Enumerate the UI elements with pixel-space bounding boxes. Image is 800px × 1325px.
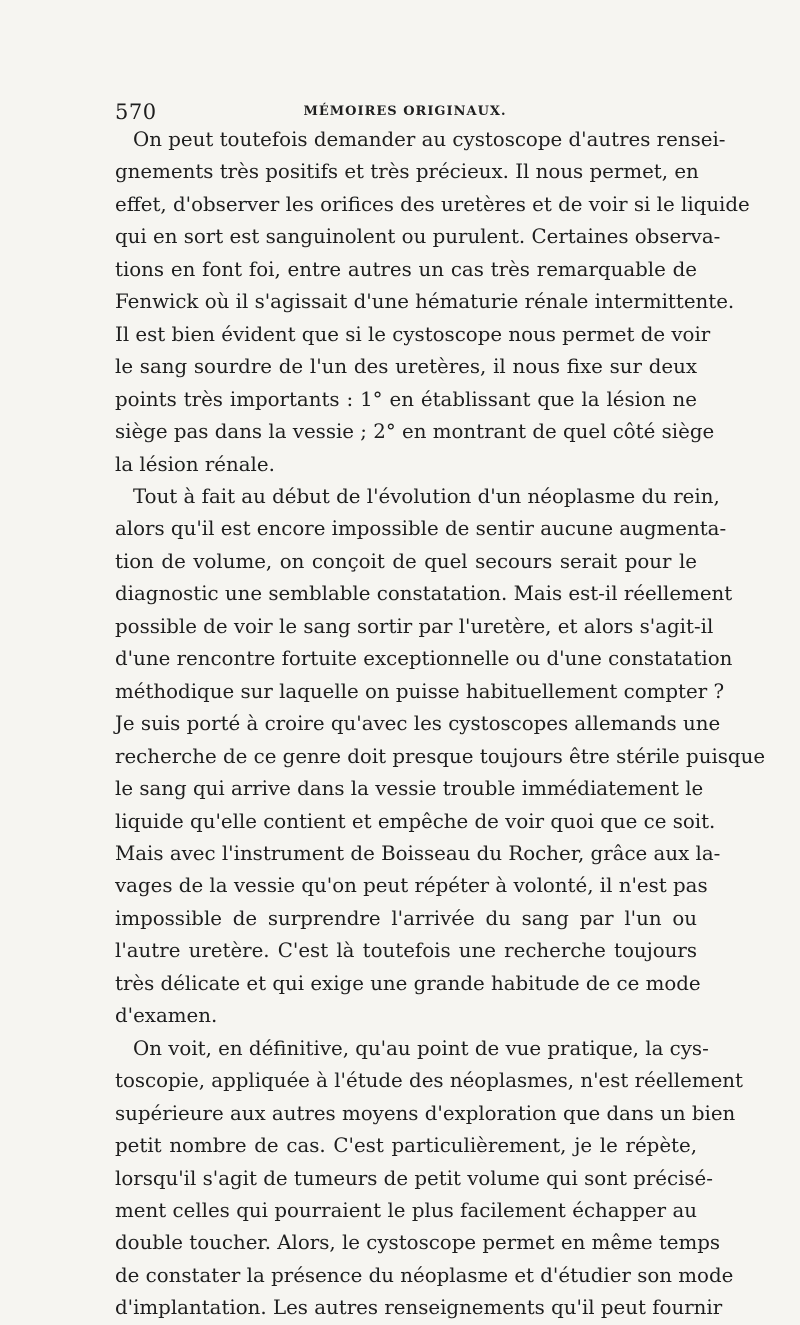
text-line: méthodique sur laquelle on puisse habituellement compter ? [115,679,725,703]
text-line: ment celles qui pourraient le plus facilement échapper au [115,1198,697,1222]
body-text [115,124,766,1325]
text-line: le sang sourdre de l'un des uretères, il nous fixe sur deux [115,355,697,379]
page-number: 570 [115,100,157,124]
text-line: Mais avec l'instrument de Boisseau du Rocher, grâce aux la- [115,841,721,865]
text-line: On voit, en définitive, qu'au point de vue pratique, la cys- [133,1036,709,1060]
text-line: d'une rencontre fortuite exceptionnelle ou d'une constatation [115,647,733,671]
text-line: diagnostic une semblable constatation. Mais est-il réellement [115,582,733,606]
text-line: alors qu'il est encore impossible de sentir aucune augmenta- [115,517,727,541]
text-line: d'implantation. Les autres renseignements qu'il peut fournir [115,1296,723,1320]
text-line: liquide qu'elle contient et empêche de voir quoi que ce soit. [115,809,716,833]
text-line: effet, d'observer les orifices des uretères et de voir si le liquide [115,192,750,216]
text-line: tions en font foi, entre autres un cas très remarquable de [115,257,697,281]
text-line: points très importants : 1° en établissant que la lésion ne [115,387,697,411]
text-line: petit nombre de cas. C'est particulièrement, je le répète, [115,1134,697,1158]
running-title: MÉMOIRES ORIGINAUX. [303,104,507,119]
text-line: recherche de ce genre doit presque toujours être stérile puisque [115,744,766,768]
text-line: possible de voir le sang sortir par l'uretère, et alors s'agit-il [115,614,714,638]
text-line: la lésion rénale. [115,452,275,476]
text-line: supérieure aux autres moyens d'exploration que dans un bien [115,1101,736,1125]
text-line: gnements très positifs et très précieux. Il nous permet, en [115,160,699,184]
text-line: double toucher. Alors, le cystoscope permet en même temps [115,1231,721,1255]
text-line: toscopie, appliquée à l'étude des néoplasmes, n'est réellement [115,1069,743,1093]
text-line: impossible de surprendre l'arrivée du sang par l'un ou [115,906,697,930]
text-line: qui en sort est sanguinolent ou purulent. Certaines observa- [115,225,721,249]
text-line: Tout à fait au début de l'évolution d'un néoplasme du rein, [133,484,720,508]
text-line: l'autre uretère. C'est là toutefois une recherche toujours [115,939,697,963]
text-line: Fenwick où il s'agissait d'une hématurie rénale intermittente. [115,290,735,314]
text-line: lorsqu'il s'agit de tumeurs de petit volume qui sont précisé- [115,1166,713,1190]
text-line: très délicate et qui exige une grande habitude de ce mode [115,971,701,995]
text-line: d'examen. [115,1004,218,1028]
text-line: de constater la présence du néoplasme et d'étudier son mode [115,1263,734,1287]
page-header [115,98,695,126]
text-line: siège pas dans la vessie ; 2° en montrant de quel côté siège [115,420,715,444]
text-line: vages de la vessie qu'on peut répéter à volonté, il n'est pas [115,874,708,898]
text-line: le sang qui arrive dans la vessie trouble immédiatement le [115,777,704,801]
text-line: tion de volume, on conçoit de quel secours serait pour le [115,549,697,573]
text-line: Il est bien évident que si le cystoscope nous permet de voir [115,322,711,346]
text-line: Je suis porté à croire qu'avec les cystoscopes allemands une [115,712,721,736]
text-line: On peut toutefois demander au cystoscope d'autres rensei- [133,128,726,151]
